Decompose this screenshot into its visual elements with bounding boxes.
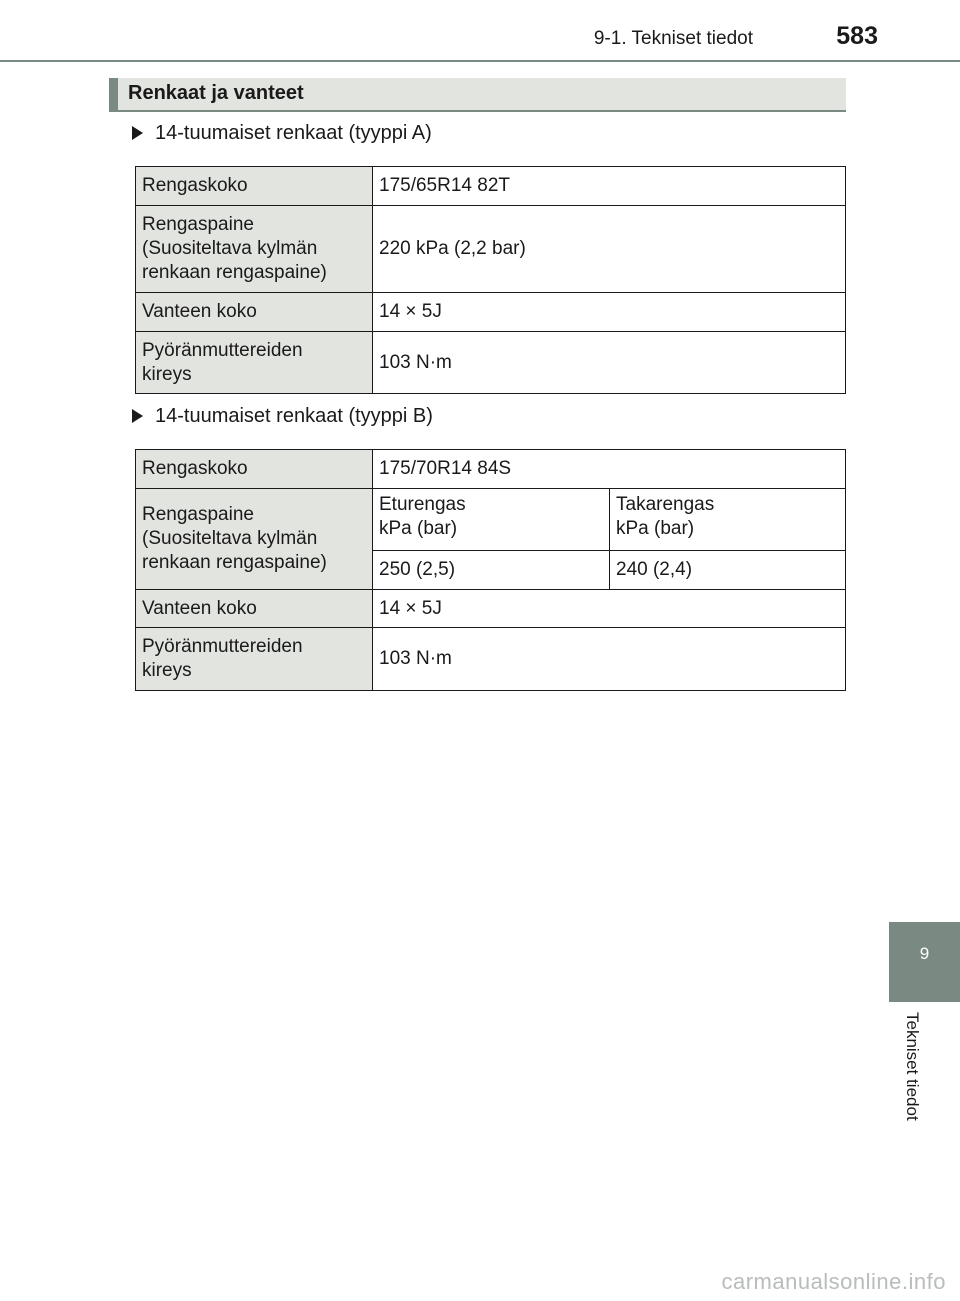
rim-size-label: Vanteen koko: [136, 590, 373, 628]
header-divider: [0, 60, 960, 62]
page-header: [0, 0, 960, 62]
tire-table-a: [135, 166, 846, 394]
chapter-label: Tekniset tiedot: [903, 1012, 922, 1121]
table-a-heading-text: 14-tuumaiset renkaat (tyyppi A): [155, 122, 432, 144]
table-row: [136, 628, 846, 691]
pressure-label-text: Rengaspaine (Suositeltava kylmän renkaan rengaspaine): [142, 214, 327, 283]
table-a-heading: [132, 122, 432, 145]
watermark: carmanualsonline.info: [721, 1269, 946, 1294]
triangle-bullet-icon: [132, 409, 143, 423]
tire-size-value: 175/70R14 84S: [373, 450, 846, 489]
header-section-title: 9-1. Tekniset tiedot: [593, 28, 753, 49]
chapter-number: 9: [919, 944, 930, 963]
triangle-bullet-icon: [132, 126, 143, 140]
section-title-accent: [109, 78, 118, 110]
pressure-label: [136, 489, 373, 590]
rear-pressure-value: 240 (2,4): [610, 551, 846, 590]
tire-size-label: Rengaskoko: [136, 450, 373, 489]
torque-label: [136, 332, 373, 394]
pressure-label: [136, 206, 373, 293]
section-title: Renkaat ja vanteet: [128, 82, 304, 104]
table-row: [136, 293, 846, 332]
rim-size-value: 14 × 5J: [373, 293, 846, 332]
front-tire-label-text: Eturengas kPa (bar): [379, 494, 466, 539]
rim-size-label: Vanteen koko: [136, 293, 373, 332]
chapter-tab[interactable]: [889, 922, 960, 1002]
tire-table-b: [135, 449, 846, 691]
rear-tire-label: [610, 489, 846, 551]
front-tire-label: [373, 489, 610, 551]
table-b-heading-text: 14-tuumaiset renkaat (tyyppi B): [155, 405, 433, 427]
table-row: [136, 489, 846, 551]
table-b-heading: [132, 405, 433, 428]
table-row: [136, 167, 846, 206]
torque-label: [136, 628, 373, 691]
page-number: 583: [836, 22, 878, 50]
tire-size-value: 175/65R14 82T: [373, 167, 846, 206]
table-row: [136, 450, 846, 489]
torque-value: 103 N·m: [373, 628, 846, 691]
pressure-value: 220 kPa (2,2 bar): [373, 206, 846, 293]
rear-tire-label-text: Takarengas kPa (bar): [616, 494, 715, 539]
pressure-label-text: Rengaspaine (Suositeltava kylmän renkaan rengaspaine): [142, 504, 327, 573]
table-row: [136, 590, 846, 628]
torque-label-text: Pyöränmuttereiden kireys: [142, 339, 303, 385]
front-pressure-value: 250 (2,5): [373, 551, 610, 590]
torque-value: 103 N·m: [373, 332, 846, 394]
table-row: [136, 332, 846, 394]
table-row: [136, 206, 846, 293]
section-title-bar: [109, 78, 846, 112]
torque-label-text: Pyöränmuttereiden kireys: [142, 636, 303, 681]
rim-size-value: 14 × 5J: [373, 590, 846, 628]
tire-size-label: Rengaskoko: [136, 167, 373, 206]
